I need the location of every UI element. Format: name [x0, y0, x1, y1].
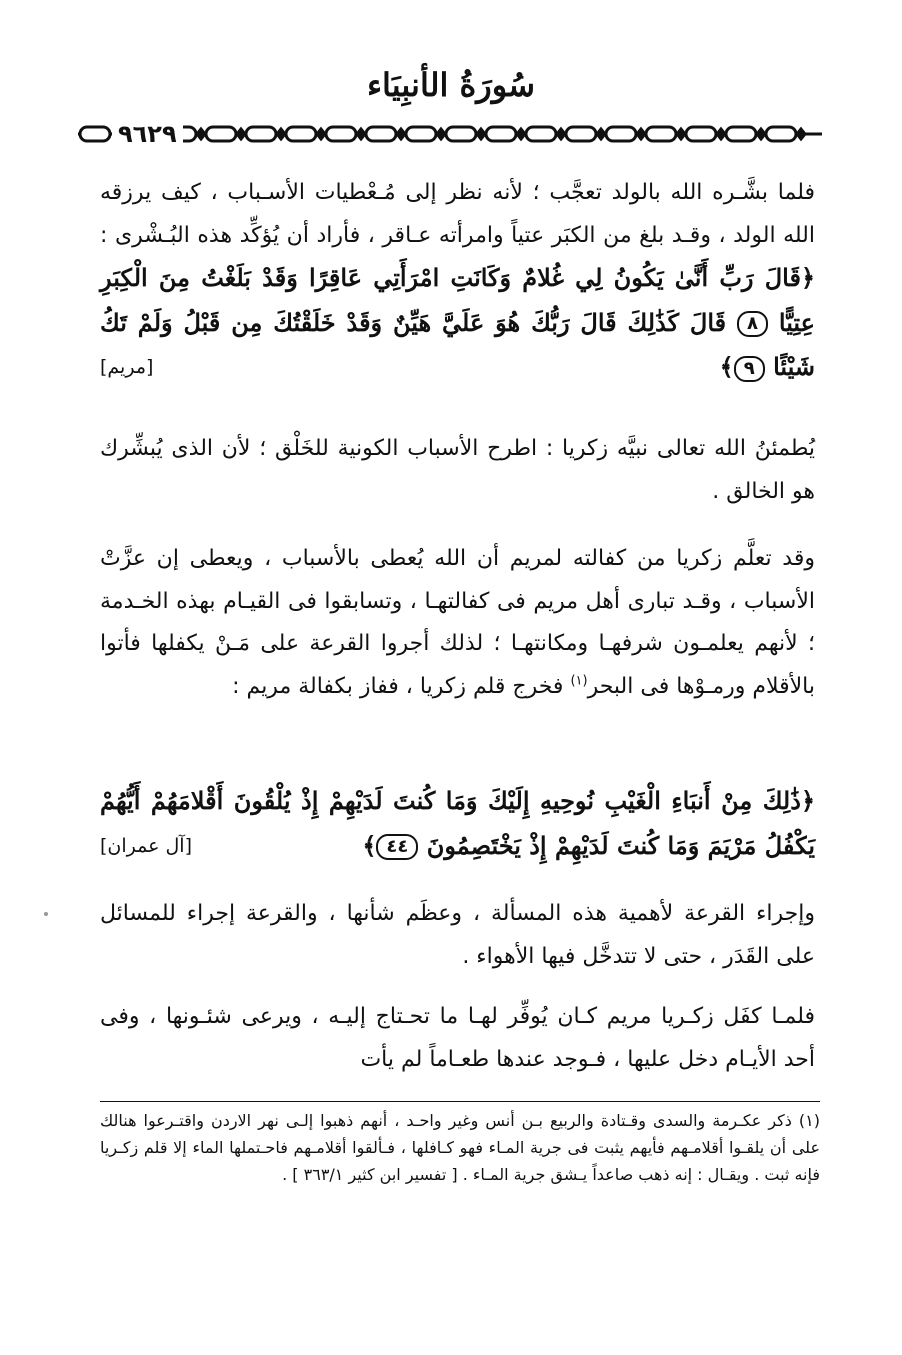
footnote: (١) ذكر عكـرمة والسدى وقـتادة والربيع بـن أنس وغير واحـد ، أنهم ذهبوا إلـى نهر الاردن واقتـرعوا هنالك على أن يلقـوا أقلامـهم فأيهم يثبت فى جرية المـاء فهو كـافلها ، فـألقوا أقلامـهم فاحـتملها الماء إلا قلم زكـريا فإنه ثبت . ويقـال : إنه ذهب صاعداً يـشق جرية المـاء . [ تفسير ابن كثير ٣٦٣/١ ] . [100, 1111, 820, 1184]
scan-speck [44, 912, 48, 916]
paragraph-casting-lots: وقد تعلَّم زكريا من كفالته لمريم أن الله يُعطى بالأسباب ، ويعطى إن عزَّتْ الأسباب ، وقـد تبارى أهل مريم فى كفالتهـا ، وتسابقوا فى القيـام بهذه الخـدمة ؛ لأنهم يعلمـون شرفهـا ومكانتهـا ؛ لذلك أجروا القرعة على مَـنْ يكفلها فأتوا بالأقلام ورمـوْها فى البحر$^{(١)}$ فخرج قلم زكريا ، ففاز بكفالة مريم : [100, 546, 815, 699]
surah-reference: [مريم] [100, 356, 154, 378]
ayah-number-marker: ٨ [737, 311, 768, 337]
paragraph-lots-importance: وإجراء القرعة لأهمية هذه المسألة ، وعظَم شأنها ، والقرعة إجراء للمسائل على القَدَر ، حتى لا تتدخَّل فيها الأهواء . [100, 901, 815, 969]
ayah-number-marker: ٩ [734, 356, 765, 382]
footnote-marker: (١) [570, 673, 588, 689]
quran-verse-al-imran: ﴿ذَٰلِكَ مِنْ أَنبَاءِ الْغَيْبِ نُوحِيهِ إِلَيْكَ وَمَا كُنتَ لَدَيْهِمْ إِذْ يُلْقُونَ أَقْلامَهُمْ أَيُّهُمْ يَكْفُلُ مَرْيَمَ وَمَا كُنتَ لَدَيْهِمْ إِذْ يَخْتَصِمُونَ ٤٤﴾ [آل عمران] [100, 780, 815, 869]
paragraph-reassurance: يُطمئنُ الله تعالى نبيَّه زكريا : اطرح الأسباب الكونية للخَلْق ؛ لأن الذى يُبشِّرك هو الخالق . [100, 436, 815, 504]
paragraph-text: فلما بشَّـره الله بالولد تعجَّب ؛ لأنه نظر إلى مُـعْطيات الأسـباب ، كيف يرزقه الله الولد ، وقـد بلغ من الكبَر عتياً وامرأته عـاقر ، فأراد أن يُؤكِّد هذه البُـشْرى : [100, 180, 815, 248]
page-number: ٩٦٢٩ [112, 120, 183, 148]
ayah-number-marker: ٤٤ [376, 834, 418, 860]
surah-title: سُورَةُ الأنبِيَاء [366, 66, 536, 104]
surah-reference: [آل عمران] [100, 834, 192, 857]
paragraph-annunciation [100, 172, 815, 391]
footnote-separator [100, 1101, 820, 1102]
paragraph-provision: فلمـا كفَل زكـريا مريم كـان يُوفِّر لهـا ما تحـتاج إليـه ، ويرعى شئـونها ، وفى أحد الأيـام دخل عليها ، فـوجد عندها طعـاماً لم يأت [100, 1004, 815, 1072]
quran-verse-maryam: ﴿قَالَ رَبِّ أَنَّىٰ يَكُونُ لِي غُلامٌ وَكَانَتِ امْرَأَتِي عَاقِرًا وَقَدْ بَلَغْتُ مِنَ الْكِبَرِ عِتِيًّا ٨ قَالَ كَذَٰلِكَ قَالَ رَبُّكَ هُوَ عَلَيَّ هَيِّنٌ وَقَدْ خَلَقْتُكَ مِن قَبْلُ وَلَمْ تَكُ شَيْئًا ٩﴾ [100, 263, 815, 381]
ornamental-header-rule [78, 119, 822, 149]
